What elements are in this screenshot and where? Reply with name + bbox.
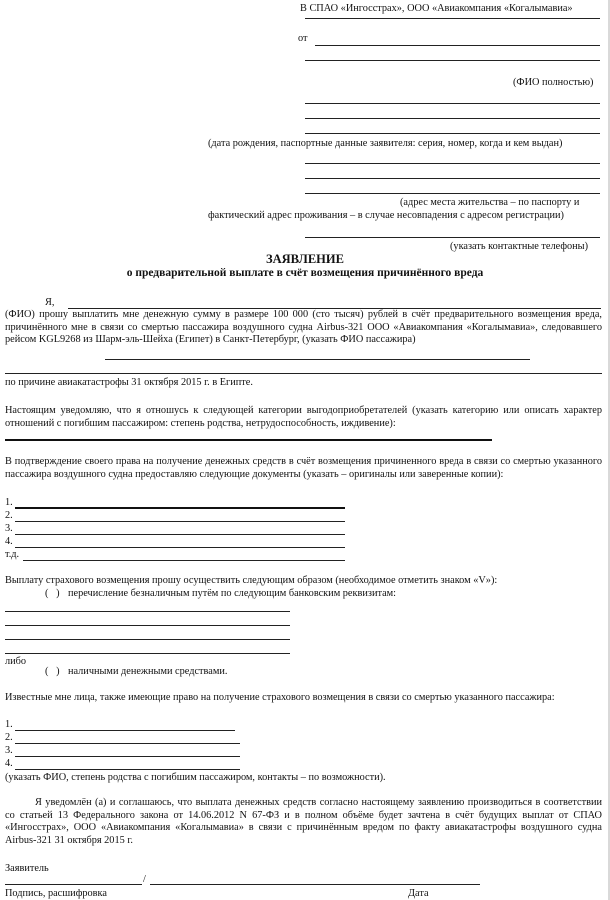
bank-transfer-label: перечисление безналичным путём по следующим банковским реквизитам: (68, 588, 397, 599)
known-persons-hint: (указать ФИО, степень родства с погибшим пассажиром, контакты – по возможности). (5, 772, 386, 783)
ya-label: Я, (45, 297, 55, 308)
actual-address-hint: фактический адрес проживания – в случае несовпадения с адресом регистрации) (208, 210, 564, 221)
doc-line-2[interactable] (15, 521, 345, 522)
person-line-2[interactable] (15, 743, 240, 744)
address-hint: (адрес места жительства – по паспорту и (400, 197, 580, 208)
payment-method-text: Выплату страхового возмещения прошу осуществить следующим образом (необходимое отметить знаком «V»): (5, 575, 498, 586)
cash-label: наличными денежными средствами. (68, 666, 228, 677)
passenger-name-line-2[interactable] (5, 373, 602, 374)
doc-item-4: 4. (5, 536, 13, 547)
date-label: Дата (408, 888, 429, 899)
bank-details-line-1[interactable] (5, 611, 290, 612)
document-subtitle: о предварительной выплате в счёт возмещения причинённого вреда (126, 267, 484, 279)
phone-hint: (указать контактные телефоны) (450, 241, 588, 252)
address-line-2[interactable] (305, 178, 600, 179)
signature-slash: / (143, 874, 146, 885)
address-line-3[interactable] (305, 193, 600, 194)
cash-checkbox[interactable]: ( ) (45, 666, 60, 677)
applicant-label: Заявитель (5, 863, 49, 874)
addressee-continuation-line (305, 18, 600, 19)
phone-line[interactable] (305, 237, 600, 238)
consent-paragraph: Я уведомлён (а) и соглашаюсь, что выплата денежных средств согласно настоящему заявлению производиться в соответствии со статьей 13 Федерального закона от 14.06.2012 N 67-ФЗ и в полном объёме будет зачтена в счёт будущих выплат от СПАО «Ингосстрах», ООО «Авиакомпания «Когалымавиа» в связи с причинённым вредом по факту авиакатастрофы воздушного судна Airbus-321 31 октября 2015 г. (5, 797, 602, 846)
doc-item-1: 1. (5, 497, 13, 508)
category-paragraph: Настоящим уведомляю, что я отношусь к следующей категории выгодоприобретателей (указать категорию или описать характер отношений с погибшим пассажиром: степень родства, нетрудоспособность, иждивение): (5, 405, 602, 429)
passport-line-3[interactable] (305, 133, 600, 134)
person-item-4: 4. (5, 758, 13, 769)
doc-item-3: 3. (5, 523, 13, 534)
documents-paragraph: В подтверждение своего права на получение денежных средств в счёт возмещения причиненного вреда в связи со смертью указанного пассажира воздушного судна предоставляю следующие документы (указать – оригиналы или заверенные копии): (5, 456, 602, 480)
addressee-line: В СПАО «Ингосстрах», ООО «Авиакомпания «Когалымавиа» (300, 3, 573, 14)
doc-line-4[interactable] (15, 547, 345, 548)
passenger-name-line[interactable] (105, 359, 530, 360)
doc-item-2: 2. (5, 510, 13, 521)
request-paragraph: (ФИО) прошу выплатить мне денежную сумму в размере 100 000 (сто тысяч) рублей в счёт предварительного возмещения вреда, причинённого мне в связи со смертью пассажира воздушного судна Airbus-321 ООО «Авиакомпания «Когалымавиа», следовавшего рейсом KGL9268 из Шарм-эль-Шейха (Египет) в Санкт-Петербург, (указать ФИО пассажира) (5, 309, 602, 346)
passport-hint: (дата рождения, паспортные данные заявителя: серия, номер, когда и кем выдан) (208, 138, 563, 149)
bank-details-line-4[interactable] (5, 653, 290, 654)
person-item-1: 1. (5, 719, 13, 730)
signature-line[interactable] (5, 884, 142, 885)
bank-details-line-2[interactable] (5, 625, 290, 626)
from-line[interactable] (315, 45, 600, 46)
reason-text: по причине авиакатастрофы 31 октября 2015 г. в Египте. (5, 377, 253, 388)
doc-item-etc: т.д. (5, 549, 20, 560)
known-persons-paragraph: Известные мне лица, также имеющие право на получение страхового возмещения в связи со смертью указанного пассажира: (5, 692, 555, 703)
doc-line-etc[interactable] (23, 560, 345, 561)
document-title: ЗАЯВЛЕНИЕ (266, 252, 344, 266)
person-item-2: 2. (5, 732, 13, 743)
bank-details-line-3[interactable] (5, 639, 290, 640)
passport-line-1[interactable] (305, 103, 600, 104)
address-line-1[interactable] (305, 163, 600, 164)
from-label: от (298, 33, 308, 44)
fio-hint: (ФИО полностью) (513, 77, 594, 88)
person-item-3: 3. (5, 745, 13, 756)
person-line-3[interactable] (15, 756, 240, 757)
category-line[interactable] (5, 439, 492, 441)
doc-line-3[interactable] (15, 534, 345, 535)
or-label: либо (5, 656, 27, 667)
signature-label: Подпись, расшифровка (5, 888, 107, 899)
person-line-1[interactable] (15, 730, 235, 731)
passport-line-2[interactable] (305, 118, 600, 119)
name-decoding-line[interactable] (150, 884, 480, 885)
bank-transfer-checkbox[interactable]: ( ) (45, 588, 60, 599)
person-line-4[interactable] (15, 769, 240, 770)
doc-line-1[interactable] (15, 507, 345, 509)
from-line-2[interactable] (305, 60, 600, 61)
